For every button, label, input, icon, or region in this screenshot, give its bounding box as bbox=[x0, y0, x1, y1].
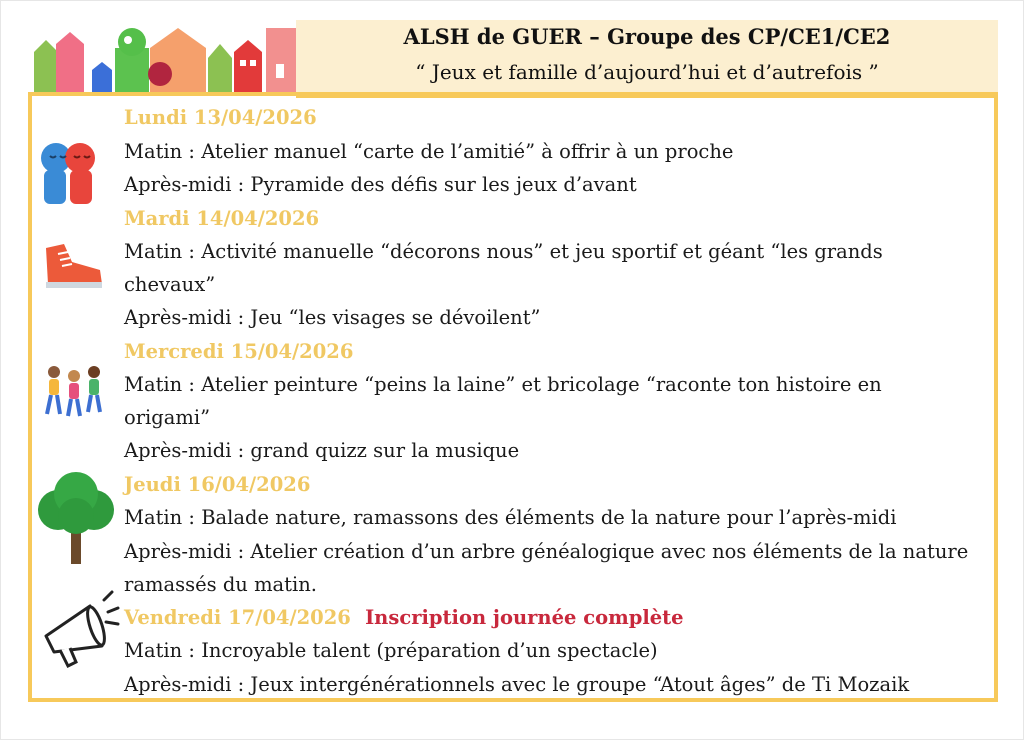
tuesday-afternoon: Après-midi : Jeu “les visages se dévoilent” bbox=[124, 306, 541, 329]
hugging-people-icon bbox=[36, 140, 100, 206]
full-day-registration-note: Inscription journée complète bbox=[365, 605, 684, 629]
thursday-afternoon: Après-midi : Atelier création d’un arbre généalogique avec nos éléments de la nature ramassés du matin. bbox=[124, 539, 969, 596]
page-subtitle: “ Jeux et famille d’aujourd’hui et d’autrefois ” bbox=[415, 60, 879, 84]
day-heading-monday: Lundi 13/04/2026 bbox=[124, 106, 317, 129]
day-heading-wednesday: Mercredi 15/04/2026 bbox=[124, 339, 354, 363]
sneaker-icon bbox=[42, 240, 106, 292]
page-title: ALSH de GUER – Groupe des CP/CE1/CE2 bbox=[403, 24, 891, 49]
houses-illustration bbox=[32, 22, 302, 94]
day-heading-tuesday: Mardi 14/04/2026 bbox=[124, 206, 320, 230]
day-heading-friday: Vendredi 17/04/2026 bbox=[124, 605, 351, 629]
dancing-kids-icon bbox=[42, 362, 106, 420]
friday-morning: Matin : Incroyable talent (préparation d’un spectacle) bbox=[124, 639, 658, 662]
megaphone-icon bbox=[40, 590, 120, 670]
header-box bbox=[296, 20, 998, 98]
friday-heading-row bbox=[124, 601, 1004, 635]
monday-afternoon: Après-midi : Pyramide des défis sur les jeux d’avant bbox=[124, 173, 637, 196]
day-heading-thursday: Jeudi 16/04/2026 bbox=[124, 472, 311, 496]
tree-icon bbox=[34, 470, 120, 566]
wednesday-morning: Matin : Atelier peinture “peins la laine” et bricolage “raconte ton histoire en origami” bbox=[124, 373, 882, 429]
wednesday-afternoon: Après-midi : grand quizz sur la musique bbox=[124, 439, 520, 462]
monday-morning: Matin : Atelier manuel “carte de l’amitié” à offrir à un proche bbox=[124, 139, 734, 163]
program-content bbox=[124, 101, 1004, 701]
tuesday-morning: Matin : Activité manuelle “décorons nous” et jeu sportif et géant “les grands chevaux” bbox=[124, 240, 883, 296]
thursday-morning: Matin : Balade nature, ramassons des éléments de la nature pour l’après-midi bbox=[124, 506, 897, 529]
friday-afternoon: Après-midi : Jeux intergénérationnels avec le groupe “Atout âges” de Ti Mozaik bbox=[124, 672, 910, 696]
